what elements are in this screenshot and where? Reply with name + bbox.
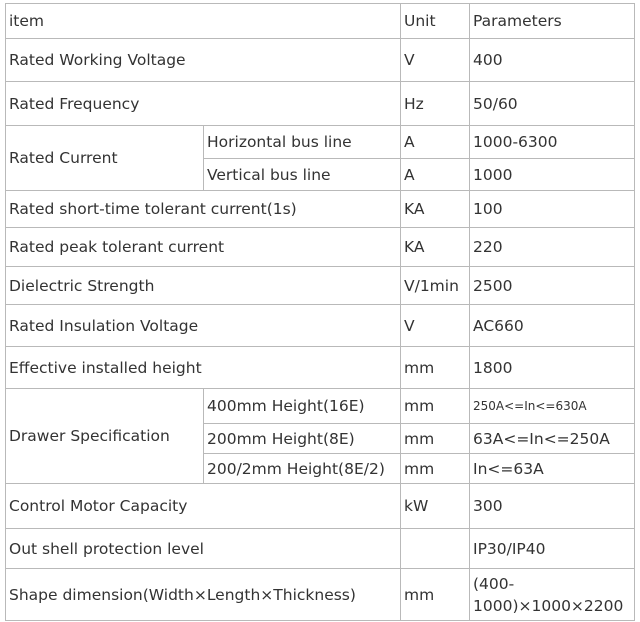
- header-parameters: Parameters: [470, 4, 635, 39]
- table-row: [6, 529, 635, 569]
- row-item: Dielectric Strength: [6, 267, 401, 305]
- row-item: Effective installed height: [6, 347, 401, 389]
- table-row: [6, 191, 635, 228]
- row-value: In<=63A: [470, 454, 635, 484]
- table-row: [6, 39, 635, 82]
- row-unit: KA: [401, 228, 470, 267]
- row-unit: mm: [401, 389, 470, 424]
- row-sub-label: Vertical bus line: [204, 159, 401, 191]
- row-unit: V: [401, 305, 470, 347]
- table-row: [6, 347, 635, 389]
- row-unit: mm: [401, 454, 470, 484]
- table-row: [6, 267, 635, 305]
- table-row: [6, 82, 635, 126]
- table-row: [6, 126, 635, 159]
- row-value: 50/60: [470, 82, 635, 126]
- row-unit: mm: [401, 347, 470, 389]
- row-value: 1000: [470, 159, 635, 191]
- row-value: 1000-6300: [470, 126, 635, 159]
- row-item: Rated Insulation Voltage: [6, 305, 401, 347]
- table-row: [6, 569, 635, 621]
- row-value: 400: [470, 39, 635, 82]
- row-unit: Hz: [401, 82, 470, 126]
- table-row: [6, 389, 635, 424]
- row-unit: V: [401, 39, 470, 82]
- row-item: Rated Current: [6, 126, 204, 191]
- row-value: (400-1000)×1000×2200: [470, 569, 635, 621]
- row-value: 100: [470, 191, 635, 228]
- row-unit: [401, 529, 470, 569]
- header-item: item: [6, 4, 401, 39]
- row-item: Drawer Specification: [6, 389, 204, 484]
- row-value: 300: [470, 484, 635, 529]
- row-value: IP30/IP40: [470, 529, 635, 569]
- row-item: Rated Working Voltage: [6, 39, 401, 82]
- table-row: [6, 305, 635, 347]
- row-item: Out shell protection level: [6, 529, 401, 569]
- row-sub-label: Horizontal bus line: [204, 126, 401, 159]
- row-value: 220: [470, 228, 635, 267]
- row-sub-label: 200/2mm Height(8E/2): [204, 454, 401, 484]
- row-unit: V/1min: [401, 267, 470, 305]
- row-sub-label: 200mm Height(8E): [204, 424, 401, 454]
- row-item: Control Motor Capacity: [6, 484, 401, 529]
- row-value: AC660: [470, 305, 635, 347]
- table-row: [6, 228, 635, 267]
- header-row: [6, 4, 635, 39]
- row-item: Rated Frequency: [6, 82, 401, 126]
- row-item: Rated short-time tolerant current(1s): [6, 191, 401, 228]
- row-unit: kW: [401, 484, 470, 529]
- table-row: [6, 484, 635, 529]
- header-unit: Unit: [401, 4, 470, 39]
- row-unit: A: [401, 126, 470, 159]
- row-value: 1800: [470, 347, 635, 389]
- row-unit: A: [401, 159, 470, 191]
- specification-table: [5, 3, 635, 621]
- row-value: 2500: [470, 267, 635, 305]
- row-item: Shape dimension(Width×Length×Thickness): [6, 569, 401, 621]
- row-unit: KA: [401, 191, 470, 228]
- row-sub-label: 400mm Height(16E): [204, 389, 401, 424]
- row-value: 250A<=In<=630A: [470, 389, 635, 424]
- row-item: Rated peak tolerant current: [6, 228, 401, 267]
- row-value: 63A<=In<=250A: [470, 424, 635, 454]
- row-unit: mm: [401, 424, 470, 454]
- row-unit: mm: [401, 569, 470, 621]
